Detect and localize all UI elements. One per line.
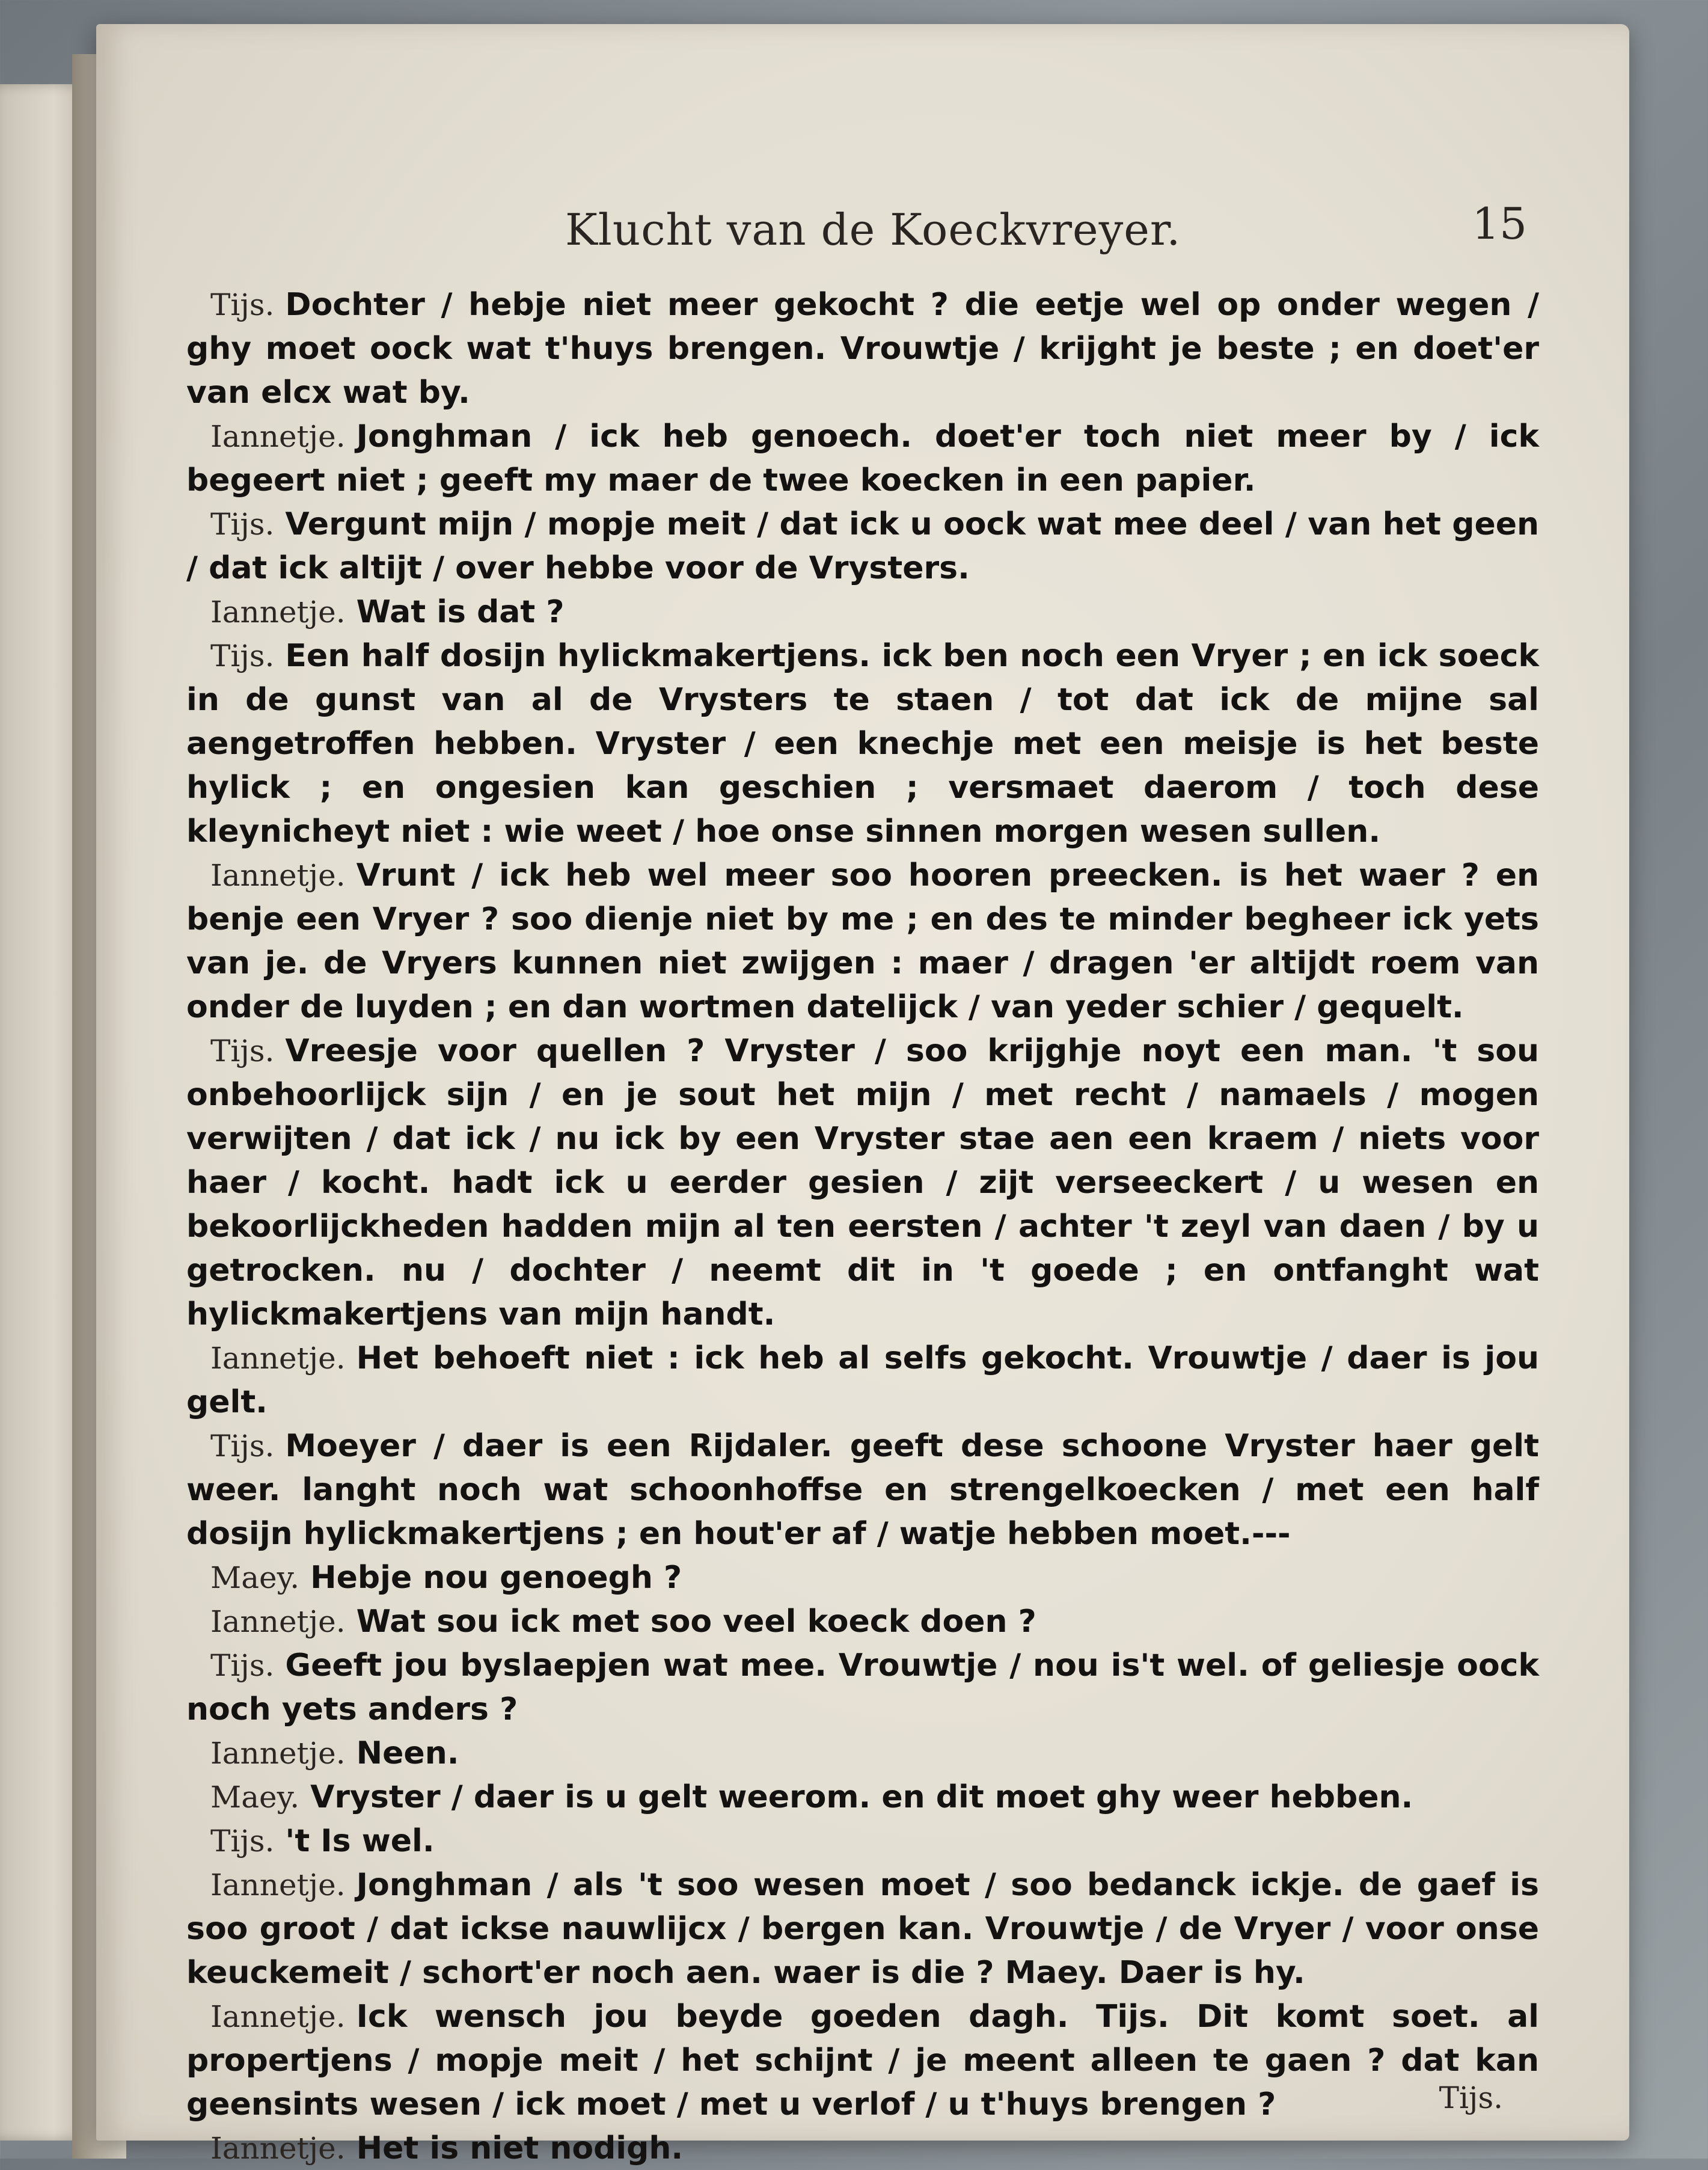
speaker-name: Tijs. (210, 287, 275, 322)
speaker-name: Tijs. (210, 507, 275, 542)
dialogue-paragraph (186, 1424, 1539, 1555)
page-header (186, 186, 1539, 283)
dialogue-paragraph (186, 1643, 1539, 1731)
dialogue-paragraph (186, 853, 1539, 1029)
speech-text: Het is niet nodigh. (356, 2130, 684, 2166)
dialogue-paragraph (186, 1731, 1539, 1775)
dialogue-paragraph (186, 590, 1539, 634)
speaker-name: Tijs. (210, 639, 275, 673)
speaker-name: Tijs. (210, 1824, 275, 1859)
dialogue-paragraph (186, 1599, 1539, 1643)
speech-text: Dochter / hebje niet meer gekocht ? die eetje wel op onder wegen / ghy moet oock wat t'huys brengen. Vrouwtje / krijght je beste ; en doet'er van elcx wat by. (186, 287, 1539, 411)
speech-text: Jonghman / als 't soo wesen moet / soo bedanck ickje. de gaef is soo groot / dat ickse nauwlijcx / bergen kan. Vrouwtje / de Vryer / voor onse keuckemeit / schort'er noch aen. waer is die ? Maey. Daer is hy. (186, 1867, 1539, 1991)
dialogue-paragraph (186, 1555, 1539, 1599)
dialogue-paragraph (186, 414, 1539, 502)
dialogue-paragraph (186, 1819, 1539, 1863)
speech-text: Neen. (356, 1735, 459, 1771)
speech-text: Vrunt / ick heb wel meer soo hooren preecken. is het waer ? en benje een Vryer ? soo dienje niet by me ; en des te minder begheer ick yets van je. de Vryers kunnen niet zwijgen : maer / dragen 'er altijdt roem van onder de luyden ; en dan wortmen datelijck / van yeder schier / gequelt. (186, 857, 1539, 1025)
speech-text: Ick wensch jou beyde goeden dagh. Tijs. Dit komt soet. al propertjens / mopje meit / het schijnt / je meent alleen te gaen ? dat kan geensints wesen / ick moet / met u verlof / u t'huys brengen ? (186, 1999, 1539, 2122)
dialogue-paragraph (186, 1336, 1539, 1424)
speaker-name: Tijs. (210, 1429, 275, 1464)
dialogue-paragraph (186, 1029, 1539, 1336)
catchword: Tijs. (1439, 2080, 1503, 2115)
speech-text: Wat sou ick met soo veel koeck doen ? (356, 1604, 1036, 1640)
speech-text: Vergunt mijn / mopje meit / dat ick u oock wat mee deel / van het geen / dat ick altijt / over hebbe voor de Vrysters. (186, 506, 1539, 586)
speaker-name: Iannetje. (210, 858, 346, 893)
book-page (96, 24, 1629, 2166)
page-number: 15 (1472, 198, 1527, 249)
speech-text: Jonghman / ick heb genoech. doet'er toch niet meer by / ick begeert niet ; geeft my maer de twee koecken in een papier. (186, 418, 1539, 498)
speech-text: Moeyer / daer is een Rijdaler. geeft dese schoone Vryster haer gelt weer. langht noch wat schoonhoffse en strengelkoecken / met een half dosijn hylickmakertjens ; en hout'er af / watje hebben moet.--- (186, 1428, 1539, 1552)
speech-text: 't Is wel. (285, 1823, 435, 1859)
speech-text: Vreesje voor quellen ? Vryster / soo krijghje noyt een man. 't sou onbehoorlijck sijn / en je sout het mijn / met recht / namaels / mogen verwijten / dat ick / nu ick by een Vryster stae aen een kraem / niets voor haer / kocht. hadt ick u eerder gesien / zijt verseeckert / u wesen en bekoorlijckheden hadden mijn al ten eersten / achter 't zeyl van daen / by u getrocken. nu / dochter / neemt dit in 't goede ; en ontfanght wat hylickmakertjens van mijn handt. (186, 1033, 1539, 1332)
dialogue-paragraph (186, 2126, 1539, 2170)
speaker-name: Iannetje. (210, 1999, 346, 2034)
speaker-name: Iannetje. (210, 2131, 346, 2166)
running-title: Klucht van de Koeckvreyer. (565, 204, 1181, 255)
speech-text: Wat is dat ? (356, 594, 565, 630)
dialogue-text (186, 283, 1539, 2170)
page-content (186, 186, 1539, 2170)
speaker-name: Iannetje. (210, 1604, 346, 1639)
speech-text: Vryster / daer is u gelt weerom. en dit moet ghy weer hebben. (310, 1779, 1413, 1815)
dialogue-paragraph (186, 1994, 1539, 2126)
dialogue-paragraph (186, 1775, 1539, 1819)
speaker-name: Iannetje. (210, 1341, 346, 1376)
dialogue-paragraph (186, 283, 1539, 414)
speech-text: Het behoeft niet : ick heb al selfs gekocht. Vrouwtje / daer is jou gelt. (186, 1340, 1539, 1420)
speaker-name: Maey. (210, 1560, 300, 1595)
speech-text: Geeft jou byslaepjen wat mee. Vrouwtje / nou is't wel. of geliesje oock noch yets anders ? (186, 1647, 1539, 1727)
dialogue-paragraph (186, 502, 1539, 590)
speaker-name: Maey. (210, 1780, 300, 1815)
speaker-name: Iannetje. (210, 1868, 346, 1902)
speaker-name: Iannetje. (210, 1736, 346, 1771)
speaker-name: Tijs. (210, 1648, 275, 1683)
speech-text: Een half dosijn hylickmakertjens. ick ben noch een Vryer ; en ick soeck in de gunst van al de Vrysters te staen / tot dat ick de mijne sal aengetroffen hebben. Vryster / een knechje met een meisje is het beste hylick ; en ongesien kan geschien ; versmaet daerom / toch dese kleynicheyt niet : wie weet / hoe onse sinnen morgen wesen sullen. (186, 638, 1539, 850)
dialogue-paragraph (186, 634, 1539, 853)
dialogue-paragraph (186, 1863, 1539, 1994)
speaker-name: Iannetje. (210, 419, 346, 454)
speaker-name: Tijs. (210, 1034, 275, 1068)
speech-text: Hebje nou genoegh ? (310, 1560, 682, 1596)
speaker-name: Iannetje. (210, 595, 346, 630)
